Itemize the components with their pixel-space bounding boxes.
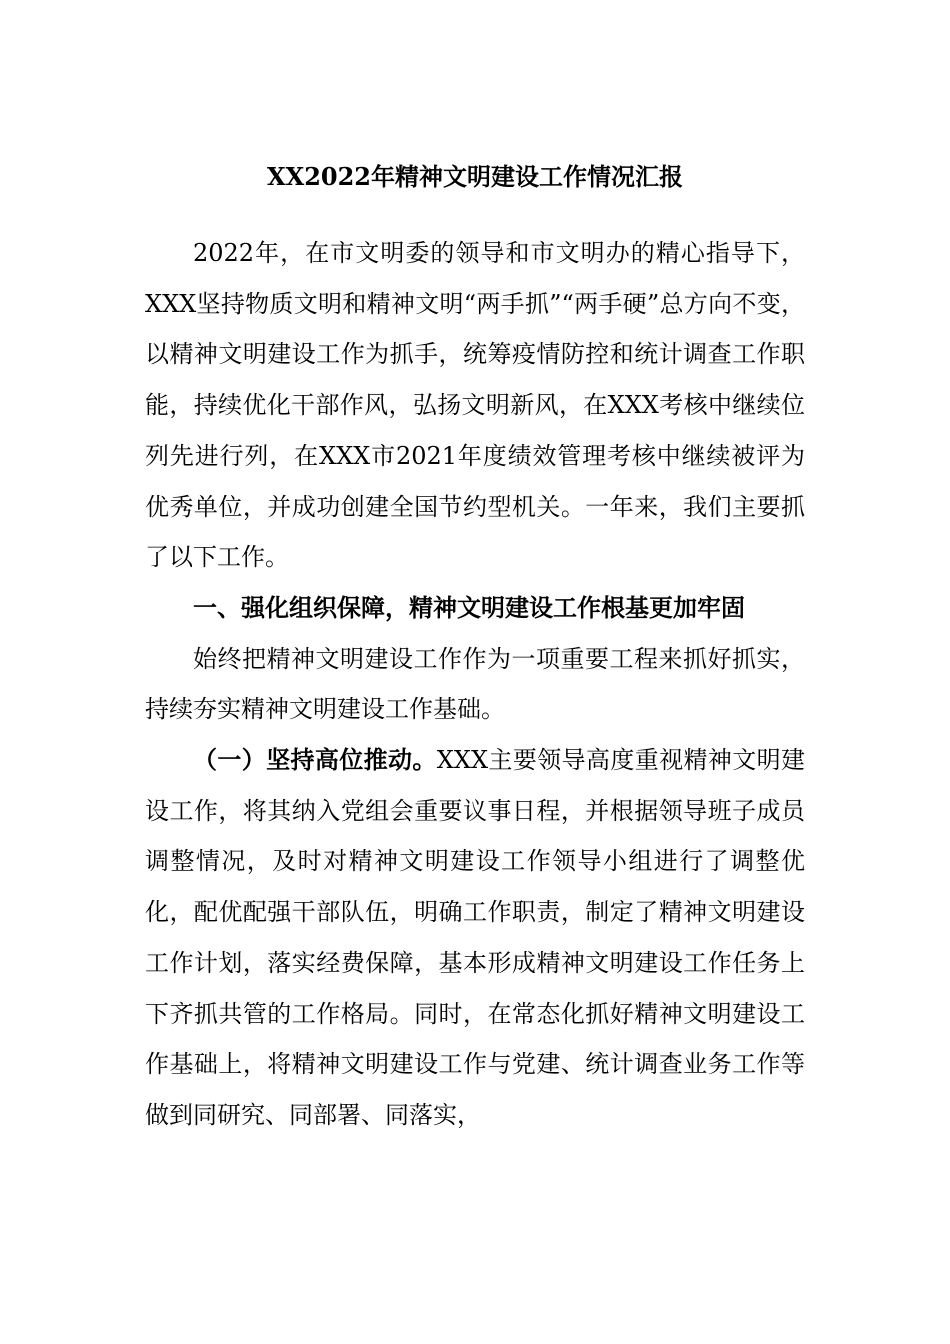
- document-title: XX2022年精神文明建设工作情况汇报: [266, 162, 684, 191]
- item-paragraph: [145, 735, 805, 1141]
- item-lead: （一）坚持高位推动。: [193, 745, 437, 775]
- section-heading: 一、强化组织保障，精神文明建设工作根基更加牢固: [193, 592, 745, 622]
- section-summary-paragraph: 始终把精神文明建设工作作为一项重要工程来抓好抓实，持续夯实精神文明建设工作基础。: [145, 644, 805, 724]
- document-body: [145, 228, 805, 1141]
- intro-paragraph: 2022年，在市文明委的领导和市文明办的精心指导下，XXX坚持物质文明和精神文明“两手抓”“两手硬”总方向不变，以精神文明建设工作为抓手，统筹疫情防控和统计调查工作职能，持续优化干部作风，弘扬文明新风，在XXX考核中继续位列先进行列，在XXX市2021年度绩效管理考核中继续被评为优秀单位，并成功创建全国节约型机关。一年来，我们主要抓了以下工作。: [145, 239, 805, 572]
- item-text: XXX主要领导高度重视精神文明建设工作，将其纳入党组会重要议事日程，并根据领导班子成员调整情况，及时对精神文明建设工作领导小组进行了调整优化，配优配强干部队伍，明确工作职责，制定了精神文明建设工作计划，落实经费保障，基本形成精神文明建设工作任务上下齐抓共管的工作格局。同时，在常态化抓好精神文明建设工作基础上，将精神文明建设工作与党建、统计调查业务工作等做到同研究、同部署、同落实，: [145, 746, 805, 1129]
